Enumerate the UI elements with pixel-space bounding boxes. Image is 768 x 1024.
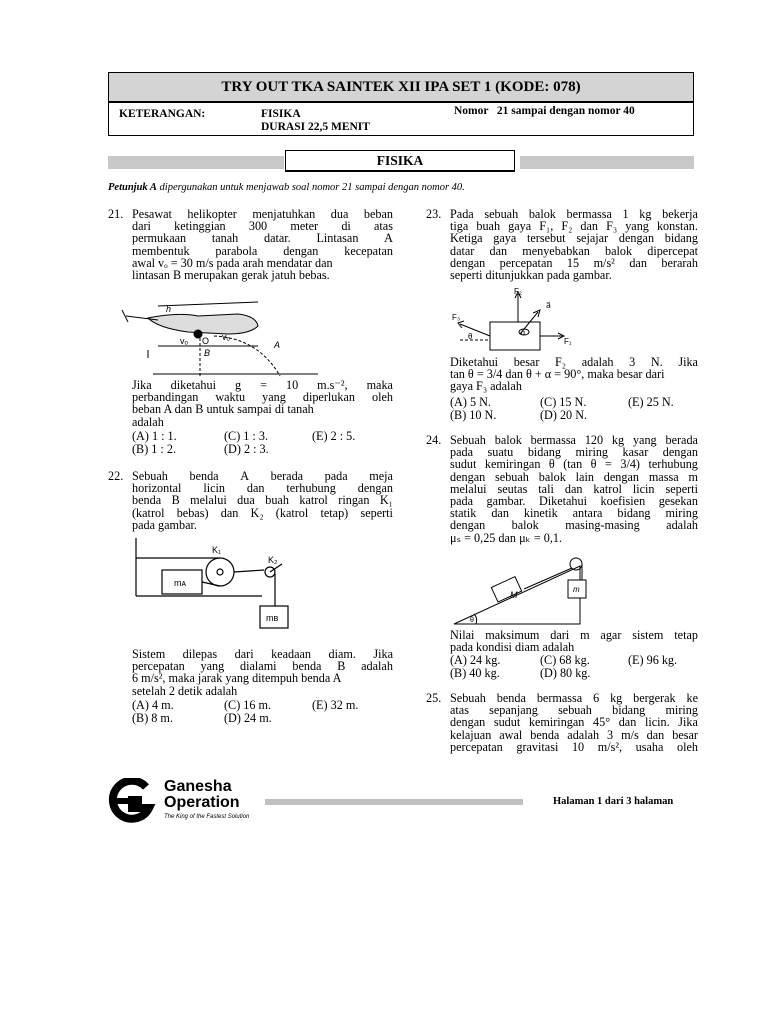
answer-options-21 — [132, 430, 393, 456]
mb-label: mʙ — [266, 613, 279, 623]
incline-figure — [448, 556, 593, 626]
text-line: pada kondisi diam adalah — [450, 640, 575, 655]
text-line: statik dan kinetik antara bidang miring — [450, 506, 698, 521]
text-line: sudut kemiringan θ (tan θ = 3/4) terhubung — [450, 457, 698, 472]
subject-label: FISIKA — [261, 108, 301, 120]
text-line: Pesawat helikopter menjatuhkan dua beban — [132, 207, 393, 221]
question-22-after — [132, 648, 393, 697]
answer-options-24 — [450, 654, 698, 680]
text-line: permukaan tanah datar. Lintasan A — [132, 231, 393, 246]
option-b[interactable]: (B) 1 : 2. — [132, 442, 177, 456]
text-line: dari ketinggian 300 meter di atas — [132, 219, 393, 234]
question-23-after — [450, 356, 698, 393]
option-a[interactable]: (A) 4 m. — [132, 698, 174, 712]
question-number: 21. — [108, 207, 124, 221]
text-line: lintasan B merupakan gerak jatuh bebas. — [132, 268, 330, 283]
question-number: 23. — [426, 207, 442, 221]
option-b[interactable]: (B) 10 N. — [450, 408, 497, 422]
question-24-after — [450, 629, 698, 653]
forces-figure — [448, 286, 588, 352]
text-line: adalah — [132, 414, 164, 429]
text-line: percepatan yang dialami benda B adalah — [132, 659, 393, 674]
option-d[interactable]: (D) 2 : 3. — [224, 442, 269, 456]
text-line: seperti ditunjukkan pada gambar. — [450, 268, 612, 283]
text-line: dengan sebuah balok lain dengan massa m — [450, 469, 698, 484]
text-line: Jika diketahui g = 10 m.s⁻², maka — [132, 378, 393, 392]
helicopter-figure — [118, 298, 318, 378]
text-line: percepatan gravitasi 10 m/s², usaha oleh — [450, 739, 698, 754]
brand-name — [164, 779, 240, 811]
b-label: B — [204, 348, 211, 358]
ganesha-logo-icon — [106, 778, 156, 824]
text-line: Sebuah benda A berada pada meja — [132, 469, 393, 483]
answer-options-23 — [450, 396, 698, 422]
brand-tagline: The King of the Fastest Solution — [164, 814, 250, 820]
text-line: gaya F₃ adalah — [450, 379, 522, 394]
question-number: 25. — [426, 691, 442, 705]
option-d[interactable]: (D) 24 m. — [224, 711, 272, 725]
section-bar-left — [108, 156, 284, 169]
question-text — [450, 692, 698, 753]
text-line: pada gambar. Diketahui koefisien gesekan — [450, 494, 698, 509]
question-21-after — [132, 379, 393, 428]
text-line: awal vₒ = 30 m/s pada arah mendatar dan — [132, 255, 333, 270]
text-line: tan θ = 3/4 dan θ + α = 90°, maka besar dari — [450, 367, 665, 382]
option-e[interactable]: (E) 25 N. — [628, 395, 674, 409]
f3-label: F₃ — [452, 313, 461, 322]
brand-line2: Operation — [164, 794, 240, 811]
option-c[interactable]: (C) 1 : 3. — [224, 429, 269, 443]
footer-bar — [265, 799, 523, 805]
ma-label: mᴀ — [174, 578, 186, 588]
exam-title: TRY OUT TKA SAINTEK XII IPA SET 1 (KODE: 078) — [108, 72, 694, 102]
text-line: datar dan menyebabkan balok dipercepat — [450, 243, 698, 258]
M-label: M — [510, 590, 518, 600]
page-number: Halaman 1 dari 3 halaman — [553, 796, 674, 807]
option-c[interactable]: (C) 68 kg. — [540, 653, 590, 667]
section-title: FISIKA — [285, 150, 515, 172]
text-line: Pada sebuah balok bermassa 1 kg bekerja — [450, 207, 698, 221]
option-a[interactable]: (A) 5 N. — [450, 395, 491, 409]
text-line: Nilai maksimum dari m agar sistem tetap — [450, 628, 698, 642]
theta-label: θ — [470, 617, 474, 624]
text-line: melalui seutas tali dan katrol licin seperti — [450, 481, 698, 496]
k1-label: K₁ — [212, 545, 222, 555]
vo-left-label: vₒ — [180, 336, 188, 346]
text-line: μₛ = 0,25 dan μₖ = 0,1. — [450, 530, 563, 545]
option-d[interactable]: (D) 80 kg. — [540, 666, 591, 680]
f2-label: F₂ — [514, 287, 522, 296]
text-line: benda B melalui dua buah katrol ringan K₁ — [132, 493, 393, 508]
text-line: horizontal licin dan terhubung dengan — [132, 481, 393, 496]
k2-label: K₂ — [268, 555, 278, 565]
f1-label: F₁ — [564, 337, 572, 346]
option-c[interactable]: (C) 15 N. — [540, 395, 587, 409]
option-b[interactable]: (B) 40 kg. — [450, 666, 500, 680]
text-line: Ketiga gaya tersebut sejajar dengan bidang — [450, 231, 698, 246]
duration-label: DURASI 22,5 MENIT — [261, 121, 370, 133]
question-text — [450, 208, 698, 281]
text-line: beban A dan B untuk sampai di tanah — [132, 402, 314, 417]
option-a[interactable]: (A) 24 kg. — [450, 653, 501, 667]
text-line: dengan percepatan 15 m/s² dan berarah — [450, 255, 698, 270]
text-line: membentuk parabola dengan kecepatan — [132, 243, 393, 258]
brand-line1: Ganesha — [164, 778, 232, 795]
o-label: O — [202, 336, 210, 346]
text-line: 6 m/s², maka jarak yang ditempuh benda A — [132, 671, 342, 686]
question-number: 24. — [426, 433, 442, 447]
text-line: pada suatu bidang miring kasar dengan — [450, 445, 698, 460]
theta-label: θ — [468, 332, 473, 341]
question-number: 22. — [108, 469, 124, 483]
m-label: m — [573, 585, 580, 594]
option-a[interactable]: (A) 1 : 1. — [132, 429, 177, 443]
option-c[interactable]: (C) 16 m. — [224, 698, 272, 712]
text-line: pada gambar. — [132, 517, 197, 532]
option-e[interactable]: (E) 32 m. — [312, 698, 359, 712]
question-text — [450, 434, 698, 544]
text-line: Sebuah benda bermassa 6 kg bergerak ke — [450, 691, 698, 705]
option-e[interactable]: (E) 2 : 5. — [312, 429, 356, 443]
text-line: dengan balok masing-masing adalah — [450, 518, 698, 533]
text-line: kelajuan awal benda adalah 3 m/s dan besar — [450, 727, 698, 742]
alpha-label: α — [521, 330, 526, 337]
text-line: perbandingan waktu yang diperlukan oleh — [132, 390, 393, 405]
pulley-figure — [132, 536, 302, 636]
question-text — [132, 470, 393, 531]
info-box — [108, 102, 694, 136]
text-line: (katrol bebas) dan K₂ (katrol tetap) seperti — [132, 505, 393, 520]
instruction-text: dipergunakan untuk menjawab soal nomor 21 sampai dengan nomor 40. — [156, 182, 465, 193]
vo-right-label: vₒ — [222, 332, 230, 342]
option-d[interactable]: (D) 20 N. — [540, 408, 588, 422]
text-line: Sistem dilepas dari keadaan diam. Jika — [132, 647, 393, 661]
instruction-bold: Petunjuk A — [108, 182, 157, 193]
text-line: atas sepanjang sebuah bidang miring — [450, 703, 698, 718]
text-line: dengan sudut kemiringan 45° dan licin. Jika — [450, 715, 698, 730]
section-bar-right — [520, 156, 694, 169]
instruction — [108, 182, 465, 193]
text-line: setelah 2 detik adalah — [132, 683, 238, 698]
option-b[interactable]: (B) 8 m. — [132, 711, 173, 725]
h-label: h — [166, 304, 172, 314]
text-line: tiga buah gaya F₁, F₂ dan F₃ yang konstan. — [450, 219, 698, 234]
option-e[interactable]: (E) 96 kg. — [628, 653, 678, 667]
answer-options-22 — [132, 699, 393, 725]
keterangan-label: KETERANGAN: — [119, 108, 206, 120]
text-line: Diketahui besar F₂ adalah 3 N. Jika — [450, 355, 698, 369]
a-vector-label: a⃗ — [546, 301, 551, 310]
text-line: Sebuah balok bermassa 120 kg yang berada — [450, 433, 698, 447]
range-label: Nomor 21 sampai dengan nomor 40 — [454, 105, 635, 117]
question-text — [132, 208, 393, 281]
a-label: A — [274, 340, 281, 350]
